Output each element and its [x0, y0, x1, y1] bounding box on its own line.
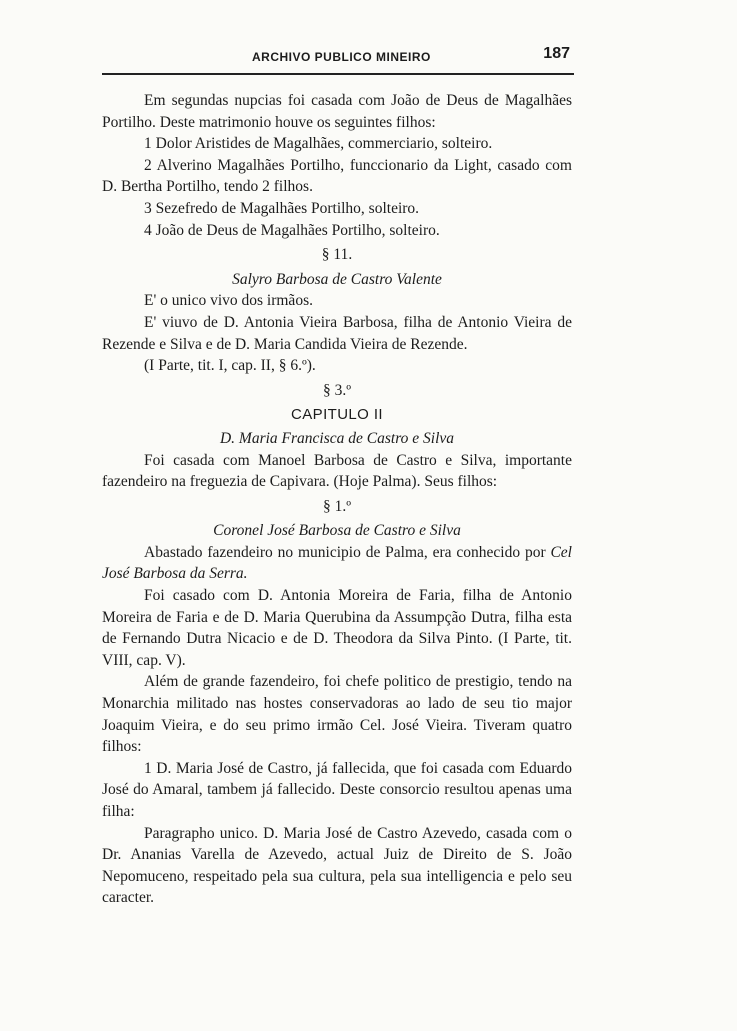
paragraph: E' o unico vivo dos irmãos.: [144, 292, 313, 310]
list-item: 2 Alverino Magalhães Portilho, funccionario da Light, casado com D. Bertha Portilho, tendo 2 filhos.: [102, 156, 572, 196]
journal-title: ARCHIVO PUBLICO MINEIRO: [252, 50, 431, 64]
chapter-subtitle: D. Maria Francisca de Castro e Silva: [219, 429, 455, 447]
paragraph: (I Parte, tit. I, cap. II, § 6.º).: [144, 357, 316, 375]
page-number: 187: [543, 45, 570, 62]
paragraph: [102, 542, 572, 585]
section-number: § 1.º: [322, 497, 352, 515]
nickname: Cel José Barbosa da Serra.: [102, 543, 572, 583]
paragraph: Além de grande fazendeiro, foi chefe politico de prestigio, tendo na Monarchia militado nas hostes conservadoras ao lado de seu tio major Joaquim Vieira, e do seu primo irmão Cel. José Vieira. Tiveram quatro filhos:: [102, 673, 572, 756]
list-item: 3 Sezefredo de Magalhães Portilho, solteiro.: [144, 199, 420, 217]
section-number: § 3.º: [322, 381, 352, 399]
header-rule: [102, 73, 574, 75]
paragraph: Foi casada com Manoel Barbosa de Castro e Silva, importante fazendeiro na freguezia de Capivara. (Hoje Palma). Seus filhos:: [102, 451, 572, 491]
paragraph: Foi casado com D. Antonia Moreira de Faria, filha de Antonio Moreira de Faria e de D. Maria Querubina da Assumpção Dutra, filha esta de Fernando Dutra Nicacio e de D. Theodora da Silva Pinto. (I Parte, tit. VIII, cap. V).: [102, 587, 572, 669]
paragraph: Em segundas nupcias foi casada com João de Deus de Magalhães Portilho. Deste matrimonio houve os seguintes filhos:: [102, 92, 572, 131]
paragraph: E' viuvo de D. Antonia Vieira Barbosa, filha de Antonio Vieira de Rezende e Silva e de D. Maria Candida Vieira de Rezende.: [102, 313, 572, 353]
chapter-heading: CAPITULO II: [291, 406, 383, 424]
list-item: 4 João de Deus de Magalhães Portilho, solteiro.: [144, 221, 440, 239]
running-header: [102, 44, 574, 72]
section-heading: Salyro Barbosa de Castro Valente: [232, 270, 442, 288]
paragraph: Paragrapho unico. D. Maria José de Castro Azevedo, casada com o Dr. Ananias Varella de Azevedo, actual Juiz de Direito de S. João Nepomuceno, respeitado pela sua cultura, pela sua intelligencia e pelo seu caracter.: [102, 824, 572, 907]
paragraph-text: Abastado fazendeiro no municipio de Palma, era conhecido por: [144, 543, 551, 561]
body-text: [102, 90, 572, 909]
list-item: 1 Dolor Aristides de Magalhães, commerciario, solteiro.: [144, 135, 493, 153]
section-heading: Coronel José Barbosa de Castro e Silva: [213, 522, 461, 540]
paragraph: 1 D. Maria José de Castro, já fallecida, que foi casada com Eduardo José do Amaral, tambem já fallecido. Deste consorcio resultou apenas uma filha:: [102, 759, 572, 820]
section-number: § 11.: [321, 246, 353, 264]
